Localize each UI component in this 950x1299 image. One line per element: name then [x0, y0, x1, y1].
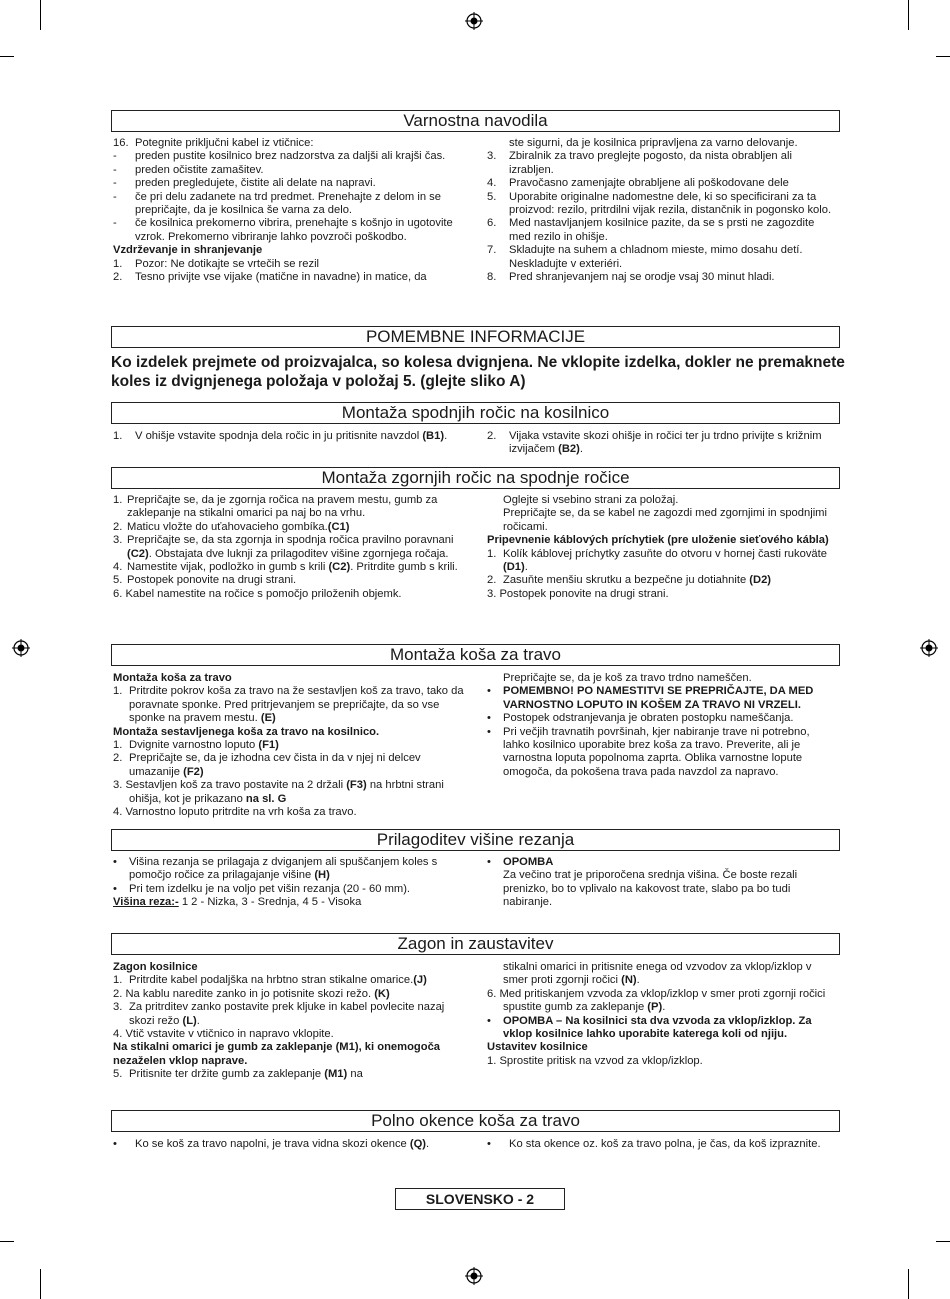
right-column [487, 137, 839, 284]
list-item: • Višina rezanja se prilagaja z dviganjem ali spuščanjem koles s pomočjo ročice za prilagajanje višine (H) [113, 856, 438, 882]
section-header: Zagon in zaustavitev [111, 933, 840, 955]
list-text: Ko sta okence oz. koš za travo polna, je čas, da koš izpraznite. [509, 1138, 821, 1150]
section-header: Montaža zgornjih ročic na spodnje ročice [111, 467, 840, 489]
list-text: Višina rezanja se prilagaja z dviganjem ali spuščanjem koles s pomočjo ročice za prilagajanje višine [129, 856, 438, 882]
list-text: Prepričajte se, da se kabel ne zagozdi med zgornjimi in spodnjimi ročicami. [503, 507, 827, 533]
list-item: • Ko se koš za travo napolni, je trava vidna skozi okence (Q). [113, 1138, 430, 1150]
list-item [487, 217, 839, 244]
list-marker: - [113, 190, 117, 203]
right-column [487, 494, 839, 601]
list-item: stikalni omarici in pritisnite enega od vzvodov za vklop/izklop v smer proti zgornji ročici (N). [503, 961, 812, 987]
list-text: 3. Postopek ponovite na drugi strani. [487, 587, 669, 600]
list-item [113, 430, 463, 443]
list-text: Maticu vložte do uťahovacieho gombíka. [127, 520, 328, 533]
list-text: Prepričajte se, da sta zgornja in spodnja ročica pravilno poravnani [127, 534, 454, 547]
list-text: 6. Kabel namestite na ročice s pomočjo priloženih objemk. [113, 587, 402, 600]
crop-mark [40, 0, 41, 30]
list-text: Postopek ponovite na drugi strani. [127, 574, 297, 587]
list-text: 6. Med pritiskanjem vzvoda za vklop/izklop v smer proti zgornji ročici spustite gumb za zaklepanje [487, 987, 826, 1014]
subheading: Vzdrževanje in shranjevanje [113, 244, 263, 257]
list-marker: 8. [487, 271, 497, 284]
list-text: Uporabite originalne nadomestne dele, ki so specificirani za ta proizvod: rezilo, pritrdilni vijak rezila, distančnik in pogonsko kolo. [509, 190, 832, 217]
list-text: 1 2 - Nizka, 3 - Srednja, 4 5 - Visoka [178, 896, 362, 909]
list-text: Pritisnite ter držite gumb za zaklepanje [129, 1068, 322, 1081]
crop-mark [936, 56, 950, 57]
figure-ref: (P) [647, 1001, 663, 1014]
section-header: Varnostna navodila [111, 110, 840, 132]
figure-ref: na sl. G [245, 792, 287, 805]
list-text: Pred shranjevanjem naj se orodje vsaj 30 minut hladi. [509, 271, 775, 284]
list-text: na hrbtni strani ohišja, kot je prikazano [129, 779, 444, 805]
list-text: . Obstajata dve luknji za prilagoditev višine zgornjega ročaja. [148, 547, 449, 560]
list-item: 1. Kolík káblovej príchytky zasuňte do otvoru v hornej časti rukoväte (D1). [487, 547, 827, 574]
list-item: • OPOMBA [487, 856, 839, 869]
crop-mark [40, 1269, 41, 1299]
list-item [113, 217, 463, 244]
subheading: Ustavitev kosilnice [487, 1041, 588, 1054]
list-item [113, 258, 463, 271]
list-item: 3. Za pritrditev zanko postavite prek kljuke in kabel povlecite nazaj skozi režo (L). [113, 1001, 445, 1027]
list-text: V ohišje vstavite spodnja dela ročic in ju pritisnite navzdol [135, 430, 420, 442]
subheading: Višina reza:- [113, 896, 179, 909]
list-text: OPOMBA – Na kosilnici sta dva vzvoda za vklop/izklop. Za vklop kosilnice lahko uporabite katerega koli od njiju. [503, 1014, 812, 1041]
section-header: Prilagoditev višine rezanja [111, 829, 840, 851]
list-item: 1. Pritrdite pokrov koša za travo na že sestavljen koš za travo, tako da poravnate sponke. Pred pritrjevanjem se prepričajte, da so vse sponke na pravem mestu. (E) [113, 685, 464, 725]
list-text: . [444, 430, 448, 442]
list-item: • POMEMBNO! PO NAMESTITVI SE PREPRIČAJTE, DA MED VARNOSTNO LOPUTO IN KOŠEM ZA TRAVO NI VRZELI. [487, 685, 839, 712]
list-text: Skladujte na suhem a chladnom mieste, mimo dosahu detí. Neskladujte v exteriéri. [509, 244, 803, 270]
figure-ref: (Q) [409, 1138, 427, 1150]
registration-mark-icon [920, 639, 938, 657]
list-item: 2. Zasuňte menšiu skrutku a bezpečne ju dotiahnite (D2) [487, 574, 772, 587]
figure-ref: (L) [182, 1014, 197, 1027]
crop-mark [908, 1269, 909, 1299]
crop-mark [0, 56, 14, 57]
figure-ref: (M1) [324, 1068, 348, 1081]
figure-ref: (H) [314, 869, 330, 882]
subheading: Zagon kosilnice [113, 961, 198, 973]
list-item [487, 244, 839, 271]
list-item: 3. Prepričajte se, da sta zgornja in spodnja ročica pravilno poravnani (C2). Obstajata dve luknji za prilagoditev višine zgornjega ročaja. [113, 534, 454, 560]
notice-text: Na stikalni omarici je gumb za zaklepanje (M1), ki onemogoča nezaželen vklop naprave. [113, 1041, 441, 1067]
list-text: Pritrdite kabel podaljška na hrbtno stran stikalne omarice. [129, 974, 414, 987]
list-text: Pri večjih travnatih površinah, kjer nabiranje trave ni potrebno, lahko kosilnico uporabite brez koša za travo. Preverite, ali je varnostna loputa popolnoma zaprta. Oblika varnostne lopute omogoča, da pokošena trava pada navzdol za napravo. [503, 725, 810, 778]
list-text: Prepričajte se, da je zgornja ročica na pravem mestu, gumb za zaklepanje na stikalni omarici pa naj bo na vrhu. [127, 494, 438, 520]
list-marker: - [113, 150, 117, 163]
list-marker: 7. [487, 244, 497, 257]
list-text: Zbiralnik za travo preglejte pogosto, da nista obrabljen ali izrabljen. [509, 150, 792, 176]
left-column [113, 430, 463, 443]
list-item [113, 271, 463, 284]
list-item: 2. Maticu vložte do uťahovacieho gombíka.(C1) [113, 520, 350, 533]
left-column [113, 137, 463, 284]
list-text: 3. Sestavljen koš za travo postavite na 2 držali [113, 779, 344, 792]
list-marker: - [113, 163, 117, 176]
list-marker: 2. [113, 271, 123, 284]
figure-ref: (K) [374, 987, 390, 1000]
list-text: če kosilnica prekomerno vibrira, prenehajte s košnjo in ugotovite vzrok. Prekomerno vibriranje lahko povzroči poškodbo. [135, 217, 453, 243]
list-text: 4. Vtič vstavite v vtičnico in napravo vklopite. [113, 1028, 334, 1041]
list-text: . Pritrdite gumb s krili. [350, 561, 458, 574]
figure-ref: (J) [413, 974, 427, 987]
list-text: ste sigurni, da je kosilnica pripravljena za varno delovanje. [509, 137, 798, 149]
list-item [487, 430, 839, 457]
list-text: POMEMBNO! PO NAMESTITVI SE PREPRIČAJTE, DA MED VARNOSTNO LOPUTO IN KOŠEM ZA TRAVO NI VRZELI. [503, 685, 814, 711]
figure-ref: (C2) [328, 561, 351, 574]
list-text: Kolík káblovej príchytky zasuňte do otvoru v hornej časti rukoväte [503, 547, 827, 560]
section-header: Polno okence koša za travo [111, 1110, 840, 1132]
list-text: 4. Varnostno loputo pritrdite na vrh koša za travo. [113, 806, 357, 819]
subheading: Pripevnenie káblových príchytiek (pre uloženie sieťového kábla) [487, 534, 829, 547]
registration-mark-icon [465, 1267, 483, 1285]
list-item [113, 896, 465, 909]
list-text: če pri delu zadanete na trd predmet. Prenehajte z delom in se prepričajte, da je kosilnica še varna za delo. [135, 190, 441, 217]
list-item [113, 164, 463, 177]
list-text: stikalni omarici in pritisnite enega od vzvodov za vklop/izklop v smer proti zgornji ročici [503, 961, 812, 987]
figure-ref: (C2) [127, 547, 149, 560]
list-item: 4. Namestite vijak, podložko in gumb s krili (C2). Pritrdite gumb s krili. [113, 561, 458, 574]
list-item [113, 137, 463, 150]
list-marker: 4. [487, 177, 497, 190]
list-item [487, 150, 839, 177]
list-text: Za večino trat je priporočena srednja višina. Če boste rezali prenizko, bo to vplivalo na kakovost trate, slabo pa bo tudi nabiranje. [503, 869, 798, 909]
list-text: preden pregledujete, čistite ali delate na napravi. [135, 177, 376, 190]
list-item: • Postopek odstranjevanja je obraten postopku nameščanja. [487, 712, 839, 725]
list-marker: 1. [113, 257, 123, 270]
right-column [487, 856, 839, 910]
figure-ref: (C1) [327, 520, 350, 533]
section-header: Montaža spodnjih ročic na kosilnico [111, 402, 840, 424]
list-text: . [579, 443, 583, 456]
list-item [487, 177, 839, 190]
list-item [113, 150, 463, 163]
figure-ref: (E) [260, 712, 276, 725]
list-text: Pritrdite pokrov koša za travo na že sestavljen koš za travo, tako da poravnate sponke. Pred pritrjevanjem se prepričajte, da so vse sponke na pravem mestu. [129, 685, 464, 725]
list-text: OPOMBA [503, 856, 554, 868]
list-item [113, 988, 465, 1001]
figure-ref: (B2) [558, 443, 580, 456]
list-text: Tesno privijte vse vijake (matične in navadne) in matice, da [135, 271, 427, 284]
list-text: Pri tem izdelku je na voljo pet višin rezanja (20 - 60 mm). [129, 882, 411, 895]
left-column [113, 961, 465, 1082]
list-text: preden pustite kosilnico brez nadzorstva za daljši ali krajši čas. [135, 150, 446, 163]
list-text: Prepričajte se, da je izhodna cev čista in da v njej ni delcev umazanije [129, 752, 421, 778]
list-marker: 5. [487, 190, 497, 203]
list-text: Namestite vijak, podložko in gumb s krili [127, 561, 326, 574]
list-marker: 3. [487, 150, 497, 163]
list-item [487, 191, 839, 218]
figure-ref: (F3) [346, 779, 367, 792]
list-item: 6. Med pritiskanjem vzvoda za vklop/izklop v smer proti zgornji ročici spustite gumb za zaklepanje (P). [487, 987, 826, 1014]
list-item: 2. Prepričajte se, da je izhodna cev čista in da v njej ni delcev umazanije (F2) [113, 752, 421, 778]
crop-mark [908, 0, 909, 30]
section-header: Montaža koša za travo [111, 644, 840, 666]
list-text: 2. Na kablu naredite zanko in jo potisnite skozi režo. [113, 987, 372, 1000]
left-column [113, 1138, 465, 1151]
registration-mark-icon [465, 12, 483, 30]
list-marker: 2. [487, 430, 497, 442]
right-column [487, 430, 839, 457]
section-header: POMEMBNE INFORMACIJE [111, 326, 840, 348]
list-item: • Pri večjih travnatih površinah, kjer nabiranje trave ni potrebno, lahko kosilnico uporabite brez koša za travo. Preverite, ali je varnostna loputa popolnoma zaprta. Oblika varnostne lopute omogoča, da pokošena trava pada navzdol za napravo. [487, 726, 839, 780]
list-text: Pozor: Ne dotikajte se vrtečih se rezil [135, 257, 320, 270]
list-item: 1. Prepričajte se, da je zgornja ročica na pravem mestu, gumb za zaklepanje na stikalni omarici pa naj bo na vrhu. [113, 494, 465, 521]
list-marker: - [113, 177, 117, 190]
figure-ref: (N) [621, 974, 637, 987]
left-column [113, 856, 465, 910]
list-text: Potegnite priključni kabel iz vtičnice: [135, 137, 314, 149]
list-text: na [350, 1068, 363, 1081]
right-column [487, 1138, 839, 1151]
list-item [113, 779, 465, 806]
list-text: Ko se koš za travo napolni, je trava vidna skozi okence [135, 1138, 407, 1150]
list-item: 5. Postopek ponovite na drugi strani. [113, 574, 465, 587]
list-item: • OPOMBA – Na kosilnici sta dva vzvoda za vklop/izklop. Za vklop kosilnice lahko uporabite katerega koli od njiju. [487, 1015, 839, 1042]
left-column [113, 494, 465, 601]
figure-ref: (F1) [258, 739, 279, 752]
subheading: Montaža sestavljenega koša za travo na kosilnico. [113, 725, 380, 738]
left-column [113, 672, 465, 819]
list-marker: 1. [113, 430, 123, 442]
list-text: Prepričajte se, da je koš za travo trdno nameščen. [503, 672, 752, 684]
list-item: 1. Dvignite varnostno loputo (F1) [113, 739, 279, 752]
list-item [487, 271, 839, 284]
figure-ref: (D2) [749, 574, 772, 587]
subheading: Montaža koša za travo [113, 672, 232, 684]
list-text: Zasuňte menšiu skrutku a bezpečne ju dotiahnite [503, 574, 747, 587]
right-column [487, 672, 839, 779]
registration-mark-icon [12, 639, 30, 657]
page-footer: SLOVENSKO - 2 [395, 1188, 565, 1210]
list-text: preden očistite zamašitev. [135, 163, 264, 176]
list-text: 1. Sprostite pritisk na vzvod za vklop/izklop. [487, 1054, 703, 1067]
right-column [487, 961, 839, 1068]
list-text: Dvignite varnostno loputo [129, 739, 256, 752]
list-item: 1. Pritrdite kabel podaljška na hrbtno stran stikalne omarice.(J) [113, 974, 427, 987]
figure-ref: (D1) [503, 561, 525, 574]
figure-ref: (F2) [183, 765, 204, 778]
important-notice: Ko izdelek prejmete od proizvajalca, so kolesa dvignjena. Ne vklopite izdelka, dokler ne premaknete koles iz dvignjenega položaja v položaj 5. (glejte sliko A) [111, 354, 845, 390]
list-item: • Ko sta okence oz. koš za travo polna, je čas, da koš izpraznite. [487, 1138, 839, 1151]
list-text: Oglejte si vsebino strani za položaj. [503, 494, 679, 506]
list-text: Vijaka vstavite skozi ohišje in ročici ter ju trdno privijte s križnim izvijačem [509, 430, 822, 456]
list-item: 5. Pritisnite ter držite gumb za zaklepanje (M1) na [113, 1068, 363, 1081]
crop-mark [0, 1241, 14, 1242]
list-text: Postopek odstranjevanja je obraten postopku nameščanja. [503, 712, 794, 725]
list-marker: - [113, 217, 117, 230]
list-text: Med nastavljanjem kosilnice pazite, da se s prsti ne zagozdite med rezilo in ohišje. [509, 217, 815, 243]
list-item [113, 177, 463, 190]
figure-ref: (B1) [422, 430, 445, 442]
list-item [113, 191, 463, 218]
crop-mark [936, 1241, 950, 1242]
list-text: Pravočasno zamenjajte obrabljene ali poškodovane dele [509, 177, 789, 190]
list-marker: 16. [113, 137, 129, 149]
list-item: • Pri tem izdelku je na voljo pet višin rezanja (20 - 60 mm). [113, 883, 465, 896]
list-marker: 6. [487, 217, 497, 230]
list-text: Za pritrditev zanko postavite prek kljuke in kabel povlecite nazaj skozi režo [129, 1001, 445, 1027]
